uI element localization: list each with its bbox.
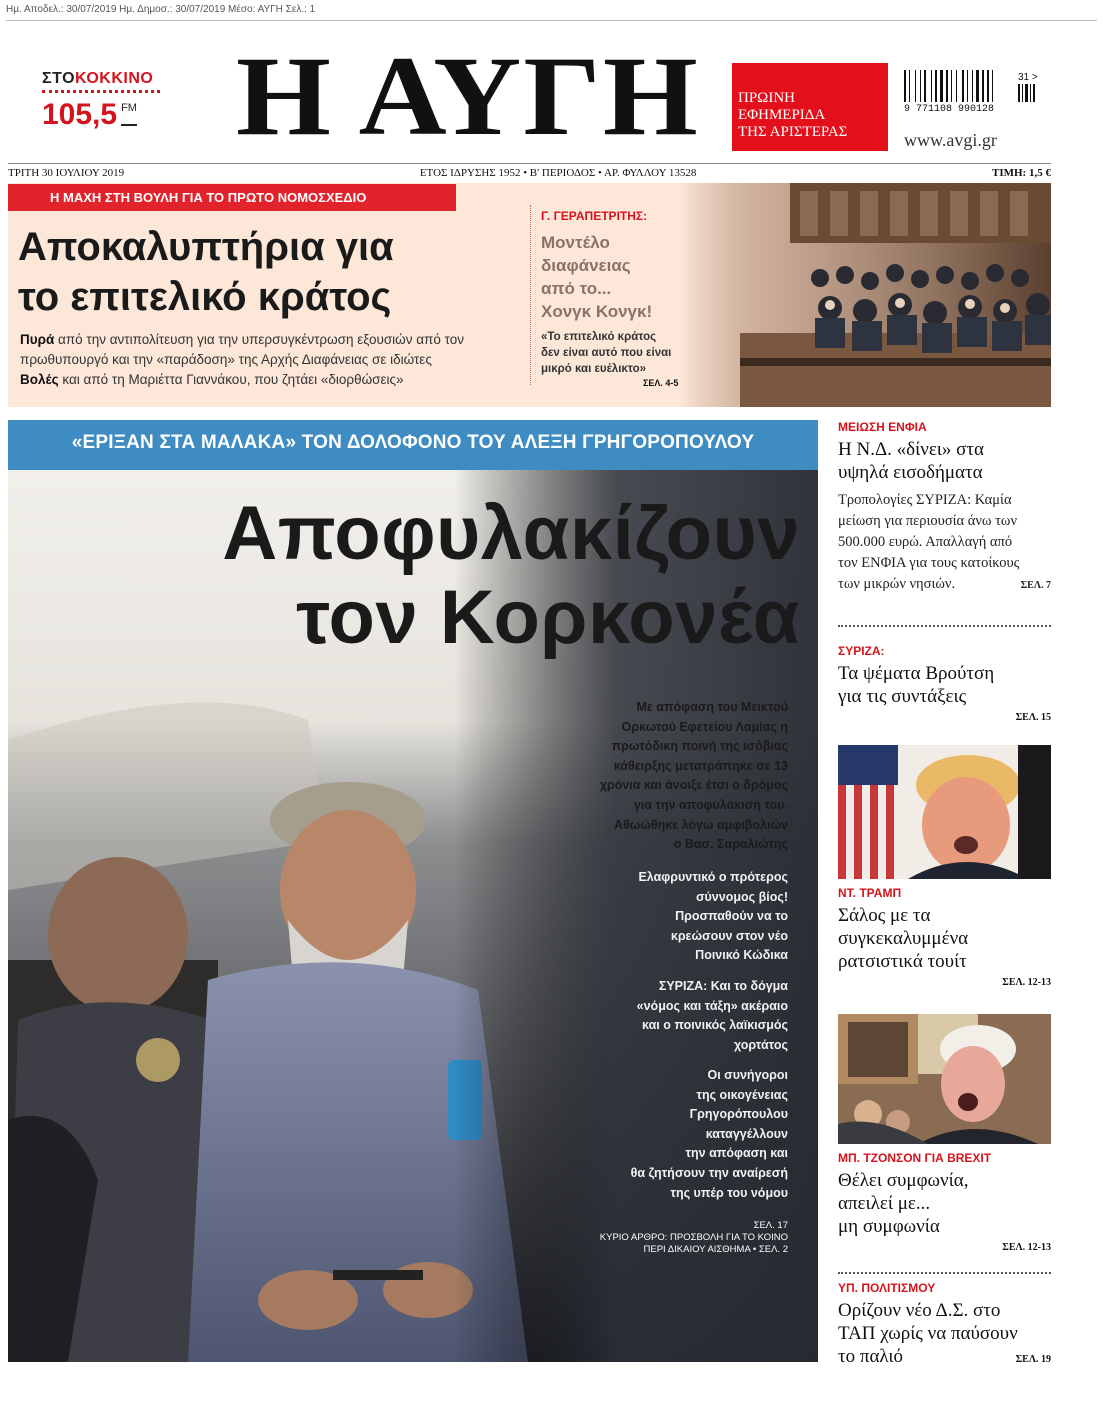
sidebar-kicker: Γ. ΓΕΡΑΠΕΤΡΙΤΗΣ: (541, 209, 648, 223)
top-story-headline[interactable]: Αποκαλυπτήρια για το επιτελικό κράτος (18, 225, 394, 319)
divider (838, 625, 1051, 627)
main-story-subpoint: ΣΥΡΙΖΑ: Και το δόγμα «νόμος και τάξη» ακέραιο και ο ποινικός λαϊκισμός χορτάτος (636, 979, 788, 1052)
divider (838, 1272, 1051, 1274)
column-divider (530, 205, 531, 385)
right-story[interactable]: ΣΥΡΙΖΑ: Τα ψέματα Βρούτση για τις συντάξεις ΣΕΛ. 15 (838, 644, 1051, 723)
page-reference: ΣΕΛ. 4-5 (643, 378, 679, 388)
radio-band: FM (121, 102, 137, 126)
issue-info: ΕΤΟΣ ΙΔΡΥΣΗΣ 1952 • Β' ΠΕΡΙΟΔΟΣ • ΑΡ. ΦΥΛΛΟΥ 13528 (419, 167, 697, 179)
radio-ad[interactable] (42, 70, 164, 132)
divider (6, 20, 1097, 21)
right-story[interactable]: ΜΠ. ΤΖΟΝΣΟΝ ΓΙΑ BREXIT Θέλει συμφωνία, απειλεί με... μη συμφωνία ΣΕΛ. 12-13 (838, 1151, 1051, 1253)
main-story-headline[interactable]: Αποφυλακίζουν τον Κορκονέα (222, 491, 800, 660)
website-link[interactable]: www.avgi.gr (904, 130, 997, 150)
right-story[interactable]: ΝΤ. ΤΡΑΜΠ Σάλος με τα συγκεκαλυμμένα ρατσιστικά τουίτ ΣΕΛ. 12-13 (838, 886, 1051, 988)
issue-date: ΤΡΙΤΗ 30 ΙΟΥΛΙΟΥ 2019 (8, 167, 125, 179)
dateline (8, 163, 1051, 180)
main-story-reference: ΣΕΛ. 17 ΚΥΡΙΟ ΑΡΘΡΟ: ΠΡΟΣΒΟΛΗ ΓΙΑ ΤΟ ΚΟΙΝΟ ΠΕΡΙ ΔΙΚΑΙΟΥ ΑΙΣΘΗΜΑ • ΣΕΛ. 2 (599, 1220, 788, 1255)
parliament-photo[interactable] (680, 183, 1051, 407)
trump-photo[interactable] (838, 745, 1051, 879)
main-story-lead: Με απόφαση του Μεικτού Ορκωτού Εφετείου Λαμίας η πρωτόδικη ποινή της ισόβιας κάθειρξης μετατράπηκε σε 13 χρόνια και άνοιξε έτσι ο δρόμος για την αποφυλάκισή του. Αθωώθηκε λόγω αμφιβολιών ο Βασ. Σαραλιώτης (599, 700, 788, 852)
main-story-subpoint: Ελαφρυντικό ο πρότερος σύννομος βίος! Προσπαθούν να το κρεώσουν στον νέο Ποινικό Κώδικα (638, 870, 788, 963)
archive-meta: Ημ. Αποδελ.: 30/07/2019 Ημ. Δημοσ.: 30/07/2019 Μέσο: ΑΥΓΗ Σελ.: 1 (6, 4, 316, 15)
tagline-box: ΠΡΩΙΝΗ ΕΦΗΜΕΡΙΔΑ ΤΗΣ ΑΡΙΣΤΕΡΑΣ (732, 63, 888, 151)
barcode-icon (904, 70, 1014, 102)
radio-frequency: 105,5 (42, 98, 118, 131)
issue-code: 31 > (1018, 72, 1038, 83)
newspaper-logo[interactable]: Η ΑΥΓΗ (236, 33, 700, 160)
main-story-subpoint: Οι συνήγοροι της οικογένειας Γρηγορόπουλου καταγγέλλουν την απόφαση και θα ζητήσουν την αναίρεσή της υπέρ του νόμου (630, 1068, 788, 1200)
radio-dots (42, 90, 160, 94)
barcode-number: 9 771108 990128 (904, 104, 995, 115)
top-story-text: Πυρά από την αντιπολίτευση για την υπερσυγκέντρωση εξουσιών από τον πρωθυπουργό και την «παράδοση» της Αρχής Διαφάνειας σε ιδιώτες Βολές και από τη Μαριέττα Γιαννάκου, που ζητάει «διορθώσεις» (20, 332, 464, 387)
addon-barcode-icon (1018, 84, 1040, 102)
sidebar-headline[interactable]: Μοντέλο διαφάνειας από το... Χονγκ Κονγκ! (541, 233, 653, 321)
johnson-photo[interactable] (838, 1014, 1051, 1144)
right-story[interactable]: ΥΠ. ΠΟΛΙΤΙΣΜΟΥ Ορίζουν νέο Δ.Σ. στο ΤΑΠ χωρίς να παύσουν το παλιό ΣΕΛ. 19 (838, 1281, 1051, 1367)
main-story-kicker: «ΕΡΙΞΑΝ ΣΤΑ ΜΑΛΑΚΑ» ΤΟΝ ΔΟΛΟΦΟΝΟ ΤΟΥ ΑΛΕΞΗ ΓΡΗΓΟΡΟΠΟΥΛΟΥ (8, 420, 818, 470)
top-story-kicker: Η ΜΑΧΗ ΣΤΗ ΒΟΥΛΗ ΓΙΑ ΤΟ ΠΡΩΤΟ ΝΟΜΟΣΧΕΔΙΟ (8, 184, 456, 211)
sidebar-quote: «Το επιτελικό κράτος δεν είναι αυτό που είναι μικρό και ευέλικτο» (541, 331, 672, 375)
radio-brand: ΣΤΟΚΟΚΚΙΝΟ (42, 70, 154, 87)
issue-price: ΤΙΜΗ: 1,5 € (992, 167, 1051, 179)
right-story[interactable]: ΜΕΙΩΣΗ ΕΝΦΙΑ Η Ν.Δ. «δίνει» στα υψηλά εισοδήματα Τροπολογίες ΣΥΡΙΖΑ: Καμία μείωση για περιουσία άνω των 500.000 ευρώ. Απαλλαγή από τον ΕΝΦΙΑ για τους κατοίκους των μικρών νησιών. ΣΕΛ. 7 (838, 420, 1051, 592)
